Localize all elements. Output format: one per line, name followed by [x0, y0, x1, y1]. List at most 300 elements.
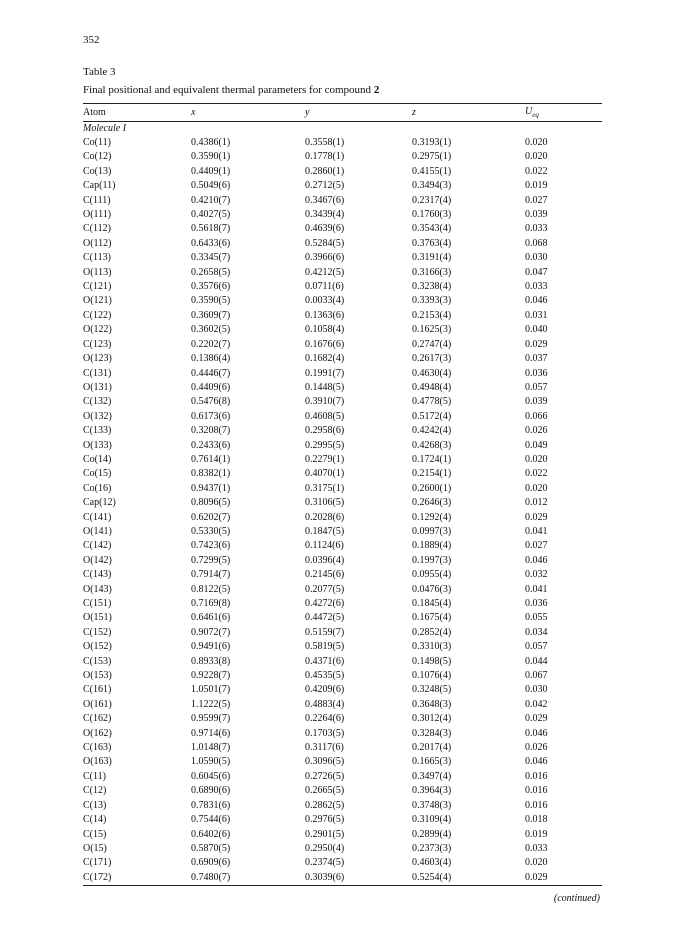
cell-x: 0.3609(7) — [191, 309, 231, 321]
cell-ueq: 0.018 — [525, 814, 548, 826]
cell-x: 0.6402(6) — [191, 828, 231, 840]
cell-x: 0.9714(6) — [191, 727, 231, 739]
cell-atom: C(162) — [83, 713, 112, 725]
data-table-container — [83, 103, 602, 886]
cell-atom: O(15) — [83, 842, 107, 854]
cell-atom: O(162) — [83, 727, 112, 739]
cell-ueq: 0.030 — [525, 684, 548, 696]
cell-z: 0.2646(3) — [412, 497, 452, 509]
table-row — [83, 208, 602, 222]
section-row — [83, 122, 602, 137]
cell-z: 0.2153(4) — [412, 309, 452, 321]
cell-z: 0.3648(3) — [412, 698, 452, 710]
cell-ueq: 0.041 — [525, 583, 548, 595]
cell-atom: O(123) — [83, 353, 112, 365]
cell-x: 0.8382(1) — [191, 468, 231, 480]
cell-z: 0.3238(4) — [412, 281, 452, 293]
cell-ueq: 0.055 — [525, 612, 548, 624]
cell-ueq: 0.019 — [525, 180, 548, 192]
table-row — [83, 266, 602, 280]
cell-y: 0.2145(6) — [305, 569, 345, 581]
cell-x: 0.8122(5) — [191, 583, 231, 595]
cell-ueq: 0.057 — [525, 381, 548, 393]
cell-y: 0.3966(6) — [305, 252, 345, 264]
cell-z: 0.3310(3) — [412, 641, 452, 653]
cell-atom: Co(16) — [83, 482, 112, 494]
cell-x: 0.7831(6) — [191, 799, 231, 811]
table-row — [83, 597, 602, 611]
cell-atom: C(163) — [83, 742, 112, 754]
cell-y: 0.3096(5) — [305, 756, 345, 768]
table-row — [83, 165, 602, 179]
cell-ueq: 0.019 — [525, 828, 548, 840]
cell-y: 0.4209(6) — [305, 684, 345, 696]
cell-atom: Co(12) — [83, 151, 112, 163]
cell-ueq: 0.066 — [525, 410, 548, 422]
cell-atom: C(151) — [83, 598, 112, 609]
cell-z: 0.2154(1) — [412, 468, 452, 480]
cell-ueq: 0.037 — [525, 353, 548, 365]
cell-y: 0.1778(1) — [305, 151, 345, 163]
cell-z: 0.1997(3) — [412, 554, 452, 566]
continued-note: (continued) — [553, 893, 600, 904]
cell-x: 0.6433(6) — [191, 237, 231, 249]
table-row — [83, 511, 602, 525]
cell-ueq: 0.046 — [525, 727, 548, 739]
cell-y: 0.2712(5) — [305, 180, 345, 192]
cell-atom: C(15) — [83, 828, 107, 840]
cell-ueq: 0.036 — [525, 367, 548, 379]
cell-atom: O(113) — [83, 266, 112, 278]
cell-z: 0.0955(4) — [412, 569, 452, 581]
cell-z: 0.1076(4) — [412, 670, 452, 682]
cell-atom: O(132) — [83, 410, 112, 422]
cell-y: 0.4535(5) — [305, 670, 345, 682]
cell-ueq: 0.027 — [525, 194, 548, 206]
cell-x: 0.3590(1) — [191, 151, 231, 163]
cell-z: 0.1724(1) — [412, 453, 452, 465]
cell-atom: Cap(11) — [83, 180, 116, 192]
cell-x: 0.6173(6) — [191, 410, 231, 422]
table-row — [83, 712, 602, 726]
table-row — [83, 842, 602, 856]
cell-y: 0.2665(5) — [305, 785, 345, 797]
cell-y: 0.1124(6) — [305, 540, 344, 552]
cell-y: 0.2860(1) — [305, 165, 345, 177]
table-row — [83, 611, 602, 625]
cell-y: 0.3117(6) — [305, 742, 344, 754]
cell-x: 0.9437(1) — [191, 482, 231, 494]
cell-x: 0.4027(5) — [191, 209, 231, 221]
cell-x: 0.9491(6) — [191, 641, 231, 653]
cell-ueq: 0.029 — [519, 871, 602, 886]
cell-x: 0.2202(7) — [191, 338, 231, 350]
cell-x: 0.7480(7) — [183, 871, 302, 886]
cell-x: 0.3576(6) — [191, 281, 231, 293]
cell-y: 0.0396(4) — [305, 554, 345, 566]
table-row — [83, 813, 602, 827]
cell-y: 0.4639(6) — [305, 223, 345, 235]
table-row — [83, 395, 602, 409]
cell-z: 0.4630(4) — [412, 367, 452, 379]
cell-y: 0.2726(5) — [305, 770, 345, 782]
table-row — [83, 799, 602, 813]
cell-x: 0.7914(7) — [191, 569, 231, 581]
cell-z: 0.3193(1) — [412, 137, 452, 148]
cell-ueq: 0.039 — [525, 209, 548, 221]
cell-atom: O(121) — [83, 295, 112, 307]
table-row — [83, 323, 602, 337]
header-atom: Atom — [83, 104, 183, 122]
cell-atom: Co(15) — [83, 468, 112, 480]
table-row — [83, 698, 602, 712]
cell-z: 0.4155(1) — [412, 165, 452, 177]
table-row — [83, 626, 602, 640]
cell-x: 0.9072(7) — [191, 626, 231, 638]
table-row — [83, 770, 602, 784]
cell-x: 0.8933(8) — [191, 655, 231, 667]
cell-ueq: 0.020 — [525, 453, 548, 465]
table-row — [83, 424, 602, 438]
cell-atom: C(121) — [83, 281, 112, 293]
table-row — [83, 755, 602, 769]
cell-y: 0.1676(6) — [305, 338, 345, 350]
cell-x: 0.6045(6) — [191, 770, 231, 782]
cell-y: 0.2028(6) — [305, 511, 345, 523]
cell-x: 0.7169(8) — [191, 598, 231, 609]
cell-y: 0.1847(5) — [305, 525, 345, 537]
cell-x: 0.5618(7) — [191, 223, 231, 235]
cell-y: 0.4883(4) — [305, 698, 345, 710]
table-row — [83, 280, 602, 294]
cell-z: 0.1498(5) — [412, 655, 452, 667]
table-row — [83, 352, 602, 366]
cell-y: 0.4070(1) — [305, 468, 345, 480]
cell-ueq: 0.041 — [525, 525, 548, 537]
table-row — [83, 467, 602, 481]
cell-ueq: 0.046 — [525, 554, 548, 566]
cell-atom: C(142) — [83, 540, 112, 552]
cell-x: 0.9599(7) — [191, 713, 231, 725]
cell-x: 0.2658(5) — [191, 266, 231, 278]
cell-ueq: 0.020 — [525, 137, 548, 148]
caption-compound: 2 — [373, 84, 380, 96]
cell-z: 0.1760(3) — [412, 209, 452, 221]
cell-atom: O(141) — [83, 525, 112, 537]
cell-x: 0.3208(7) — [191, 425, 231, 437]
table-row — [83, 583, 602, 597]
header-z: z — [406, 104, 519, 122]
cell-ueq: 0.033 — [525, 842, 548, 854]
cell-y: 0.2950(4) — [305, 842, 345, 854]
cell-z: 0.3191(4) — [412, 252, 452, 264]
cell-atom: C(113) — [83, 252, 111, 264]
cell-y: 0.2862(5) — [305, 799, 345, 811]
cell-y: 0.1363(6) — [305, 309, 345, 321]
cell-y: 0.2279(1) — [305, 453, 345, 465]
cell-y: 0.2901(5) — [305, 828, 345, 840]
cell-atom: C(11) — [83, 770, 106, 782]
header-x: x — [183, 104, 302, 122]
cell-atom: Cap(12) — [83, 497, 116, 509]
cell-x: 0.4386(1) — [191, 137, 231, 148]
cell-y: 0.4371(6) — [305, 655, 345, 667]
cell-y: 0.3039(6) — [302, 871, 406, 886]
cell-atom: O(122) — [83, 324, 112, 336]
cell-x: 1.0590(5) — [191, 756, 231, 768]
table-row — [83, 410, 602, 424]
cell-ueq: 0.022 — [525, 468, 548, 480]
cell-z: 0.3497(4) — [412, 770, 452, 782]
table-row — [83, 655, 602, 669]
cell-ueq: 0.033 — [525, 223, 548, 235]
cell-y: 0.5284(5) — [305, 237, 345, 249]
cell-x: 0.6461(6) — [191, 612, 231, 624]
cell-atom: O(151) — [83, 612, 112, 624]
cell-z: 0.1675(4) — [412, 612, 452, 624]
cell-atom: O(133) — [83, 439, 112, 451]
cell-y: 0.5159(7) — [305, 626, 345, 638]
cell-y: 0.3439(4) — [305, 209, 345, 221]
table-row — [83, 496, 602, 510]
cell-z: 0.3248(5) — [412, 684, 452, 696]
cell-y: 0.5819(5) — [305, 641, 345, 653]
cell-y: 0.4472(5) — [305, 612, 345, 624]
cell-z: 0.2617(3) — [412, 353, 452, 365]
cell-y: 0.2077(5) — [305, 583, 345, 595]
cell-atom: Co(13) — [83, 165, 112, 177]
cell-ueq: 0.046 — [525, 295, 548, 307]
positional-parameters-table — [83, 103, 602, 886]
cell-x: 0.7544(6) — [191, 814, 231, 826]
cell-z: 0.3109(4) — [412, 814, 452, 826]
cell-atom: O(163) — [83, 756, 112, 768]
cell-z: 0.3964(3) — [412, 785, 452, 797]
cell-y: 0.1448(5) — [305, 381, 345, 393]
cell-z: 0.3763(4) — [412, 237, 452, 249]
cell-z: 0.4778(5) — [412, 396, 452, 408]
table-row — [83, 453, 602, 467]
cell-atom: C(152) — [83, 626, 112, 638]
cell-atom: C(172) — [83, 871, 183, 886]
caption-text: Final positional and equivalent thermal parameters for compound — [83, 84, 374, 96]
cell-z: 0.1665(3) — [412, 756, 452, 768]
cell-x: 0.8096(5) — [191, 497, 231, 509]
header-ueq — [519, 104, 602, 122]
cell-x: 0.1386(4) — [191, 353, 231, 365]
table-row — [83, 136, 602, 150]
cell-ueq: 0.030 — [525, 252, 548, 264]
cell-ueq: 0.016 — [525, 785, 548, 797]
cell-atom: C(171) — [83, 857, 112, 869]
table-row — [83, 727, 602, 741]
cell-y: 0.1991(7) — [305, 367, 345, 379]
table-row — [83, 251, 602, 265]
table-label: Table 3 — [83, 66, 116, 78]
section-label: Molecule I — [83, 123, 127, 134]
cell-z: 0.2373(3) — [412, 842, 452, 854]
cell-z: 0.3012(4) — [412, 713, 452, 725]
cell-z: 0.1889(4) — [412, 540, 452, 552]
cell-z: 0.3494(3) — [412, 180, 452, 192]
cell-atom: C(153) — [83, 655, 112, 667]
cell-ueq: 0.026 — [525, 742, 548, 754]
cell-z: 0.1845(4) — [412, 598, 452, 609]
cell-atom: Co(11) — [83, 137, 111, 148]
table-row — [83, 741, 602, 755]
cell-y: 0.3175(1) — [305, 482, 345, 494]
cell-x: 0.6909(6) — [191, 857, 231, 869]
cell-y: 0.4608(5) — [305, 410, 345, 422]
table-row — [83, 439, 602, 453]
table-body — [83, 122, 602, 886]
cell-z: 0.2600(1) — [412, 482, 452, 494]
cell-y: 0.3106(5) — [305, 497, 345, 509]
cell-atom: O(143) — [83, 583, 112, 595]
cell-x: 1.1222(5) — [191, 698, 231, 710]
cell-atom: Co(14) — [83, 453, 112, 465]
cell-atom: C(13) — [83, 799, 107, 811]
cell-y: 0.3910(7) — [305, 396, 345, 408]
cell-ueq: 0.068 — [525, 237, 548, 249]
cell-ueq: 0.022 — [525, 165, 548, 177]
cell-atom: C(111) — [83, 194, 111, 206]
cell-x: 0.4409(6) — [191, 381, 231, 393]
cell-y: 0.2264(6) — [305, 713, 345, 725]
cell-ueq: 0.047 — [525, 266, 548, 278]
cell-z: 0.4603(4) — [412, 857, 452, 869]
cell-y: 0.1682(4) — [305, 353, 345, 365]
header-ueq-symbol: U — [525, 106, 533, 117]
table-row — [83, 179, 602, 193]
cell-z: 0.3393(3) — [412, 295, 452, 307]
cell-atom: C(12) — [83, 785, 107, 797]
page-number: 352 — [83, 34, 100, 46]
cell-x: 0.7299(5) — [191, 554, 231, 566]
table-row — [83, 828, 602, 842]
cell-atom: O(131) — [83, 381, 112, 393]
table-row — [83, 222, 602, 236]
cell-y: 0.1703(5) — [305, 727, 345, 739]
cell-ueq: 0.034 — [525, 626, 548, 638]
cell-x: 0.4409(1) — [191, 165, 231, 177]
cell-ueq: 0.029 — [525, 511, 548, 523]
cell-ueq: 0.029 — [525, 338, 548, 350]
cell-atom: O(111) — [83, 209, 112, 221]
cell-atom: C(161) — [83, 684, 112, 696]
cell-atom: O(152) — [83, 641, 112, 653]
table-caption — [83, 84, 379, 96]
cell-x: 0.5330(5) — [191, 525, 231, 537]
table-row — [83, 525, 602, 539]
table-row — [83, 784, 602, 798]
cell-ueq: 0.067 — [525, 670, 548, 682]
table-row — [83, 150, 602, 164]
cell-ueq: 0.020 — [525, 857, 548, 869]
table-row — [83, 482, 602, 496]
cell-z: 0.4948(4) — [412, 381, 452, 393]
table-row — [83, 194, 602, 208]
cell-z: 0.4268(3) — [412, 439, 452, 451]
table-row — [83, 237, 602, 251]
cell-ueq: 0.049 — [525, 439, 548, 451]
cell-y: 0.3558(1) — [305, 137, 345, 148]
cell-x: 0.2433(6) — [191, 439, 231, 451]
cell-atom: C(14) — [83, 814, 107, 826]
table-row — [83, 669, 602, 683]
cell-z: 0.2747(4) — [412, 338, 452, 350]
table-row — [83, 381, 602, 395]
cell-ueq: 0.027 — [525, 540, 548, 552]
cell-x: 0.4446(7) — [191, 367, 231, 379]
cell-x: 0.6202(7) — [191, 511, 231, 523]
cell-ueq: 0.029 — [525, 713, 548, 725]
table-row — [83, 367, 602, 381]
cell-z: 0.0476(3) — [412, 583, 452, 595]
cell-z: 0.3748(3) — [412, 799, 452, 811]
cell-atom: C(132) — [83, 396, 112, 408]
cell-ueq: 0.044 — [525, 655, 548, 667]
cell-ueq: 0.012 — [525, 497, 548, 509]
cell-y: 0.0033(4) — [305, 295, 345, 307]
cell-z: 0.1625(3) — [412, 324, 452, 336]
cell-atom: C(112) — [83, 223, 111, 235]
cell-z: 0.2975(1) — [412, 151, 452, 163]
cell-y: 0.2976(5) — [305, 814, 345, 826]
table-row — [83, 309, 602, 323]
table-header-row — [83, 104, 602, 122]
cell-z: 0.2899(4) — [412, 828, 452, 840]
cell-x: 0.7423(6) — [191, 540, 231, 552]
cell-z: 0.0997(3) — [412, 525, 452, 537]
cell-y: 0.2995(5) — [305, 439, 345, 451]
cell-z: 0.2852(4) — [412, 626, 452, 638]
cell-z: 0.3284(3) — [412, 727, 452, 739]
table-row — [83, 294, 602, 308]
cell-z: 0.5254(4) — [406, 871, 519, 886]
cell-y: 0.0711(6) — [305, 281, 344, 293]
cell-z: 0.5172(4) — [412, 410, 452, 422]
cell-ueq: 0.046 — [525, 756, 548, 768]
header-y: y — [302, 104, 406, 122]
cell-ueq: 0.031 — [525, 309, 548, 321]
cell-atom: C(123) — [83, 338, 112, 350]
cell-atom: C(143) — [83, 569, 112, 581]
table-row — [83, 568, 602, 582]
table-row — [83, 539, 602, 553]
cell-y: 0.4212(5) — [305, 266, 345, 278]
cell-ueq: 0.020 — [525, 482, 548, 494]
cell-atom: C(131) — [83, 367, 112, 379]
cell-ueq: 0.016 — [525, 799, 548, 811]
cell-x: 0.9228(7) — [191, 670, 231, 682]
cell-atom: O(142) — [83, 554, 112, 566]
cell-y: 0.3467(6) — [305, 194, 345, 206]
cell-x: 0.5049(6) — [191, 180, 231, 192]
cell-z: 0.1292(4) — [412, 511, 452, 523]
cell-ueq: 0.042 — [525, 698, 548, 710]
cell-z: 0.2317(4) — [412, 194, 452, 206]
cell-z: 0.3166(3) — [412, 266, 452, 278]
cell-ueq: 0.057 — [525, 641, 548, 653]
cell-y: 0.2958(6) — [305, 425, 345, 437]
cell-z: 0.2017(4) — [412, 742, 452, 754]
cell-x: 1.0148(7) — [191, 742, 231, 754]
cell-y: 0.2374(5) — [305, 857, 345, 869]
table-row — [83, 683, 602, 697]
table-row — [83, 554, 602, 568]
cell-ueq: 0.036 — [525, 598, 548, 609]
